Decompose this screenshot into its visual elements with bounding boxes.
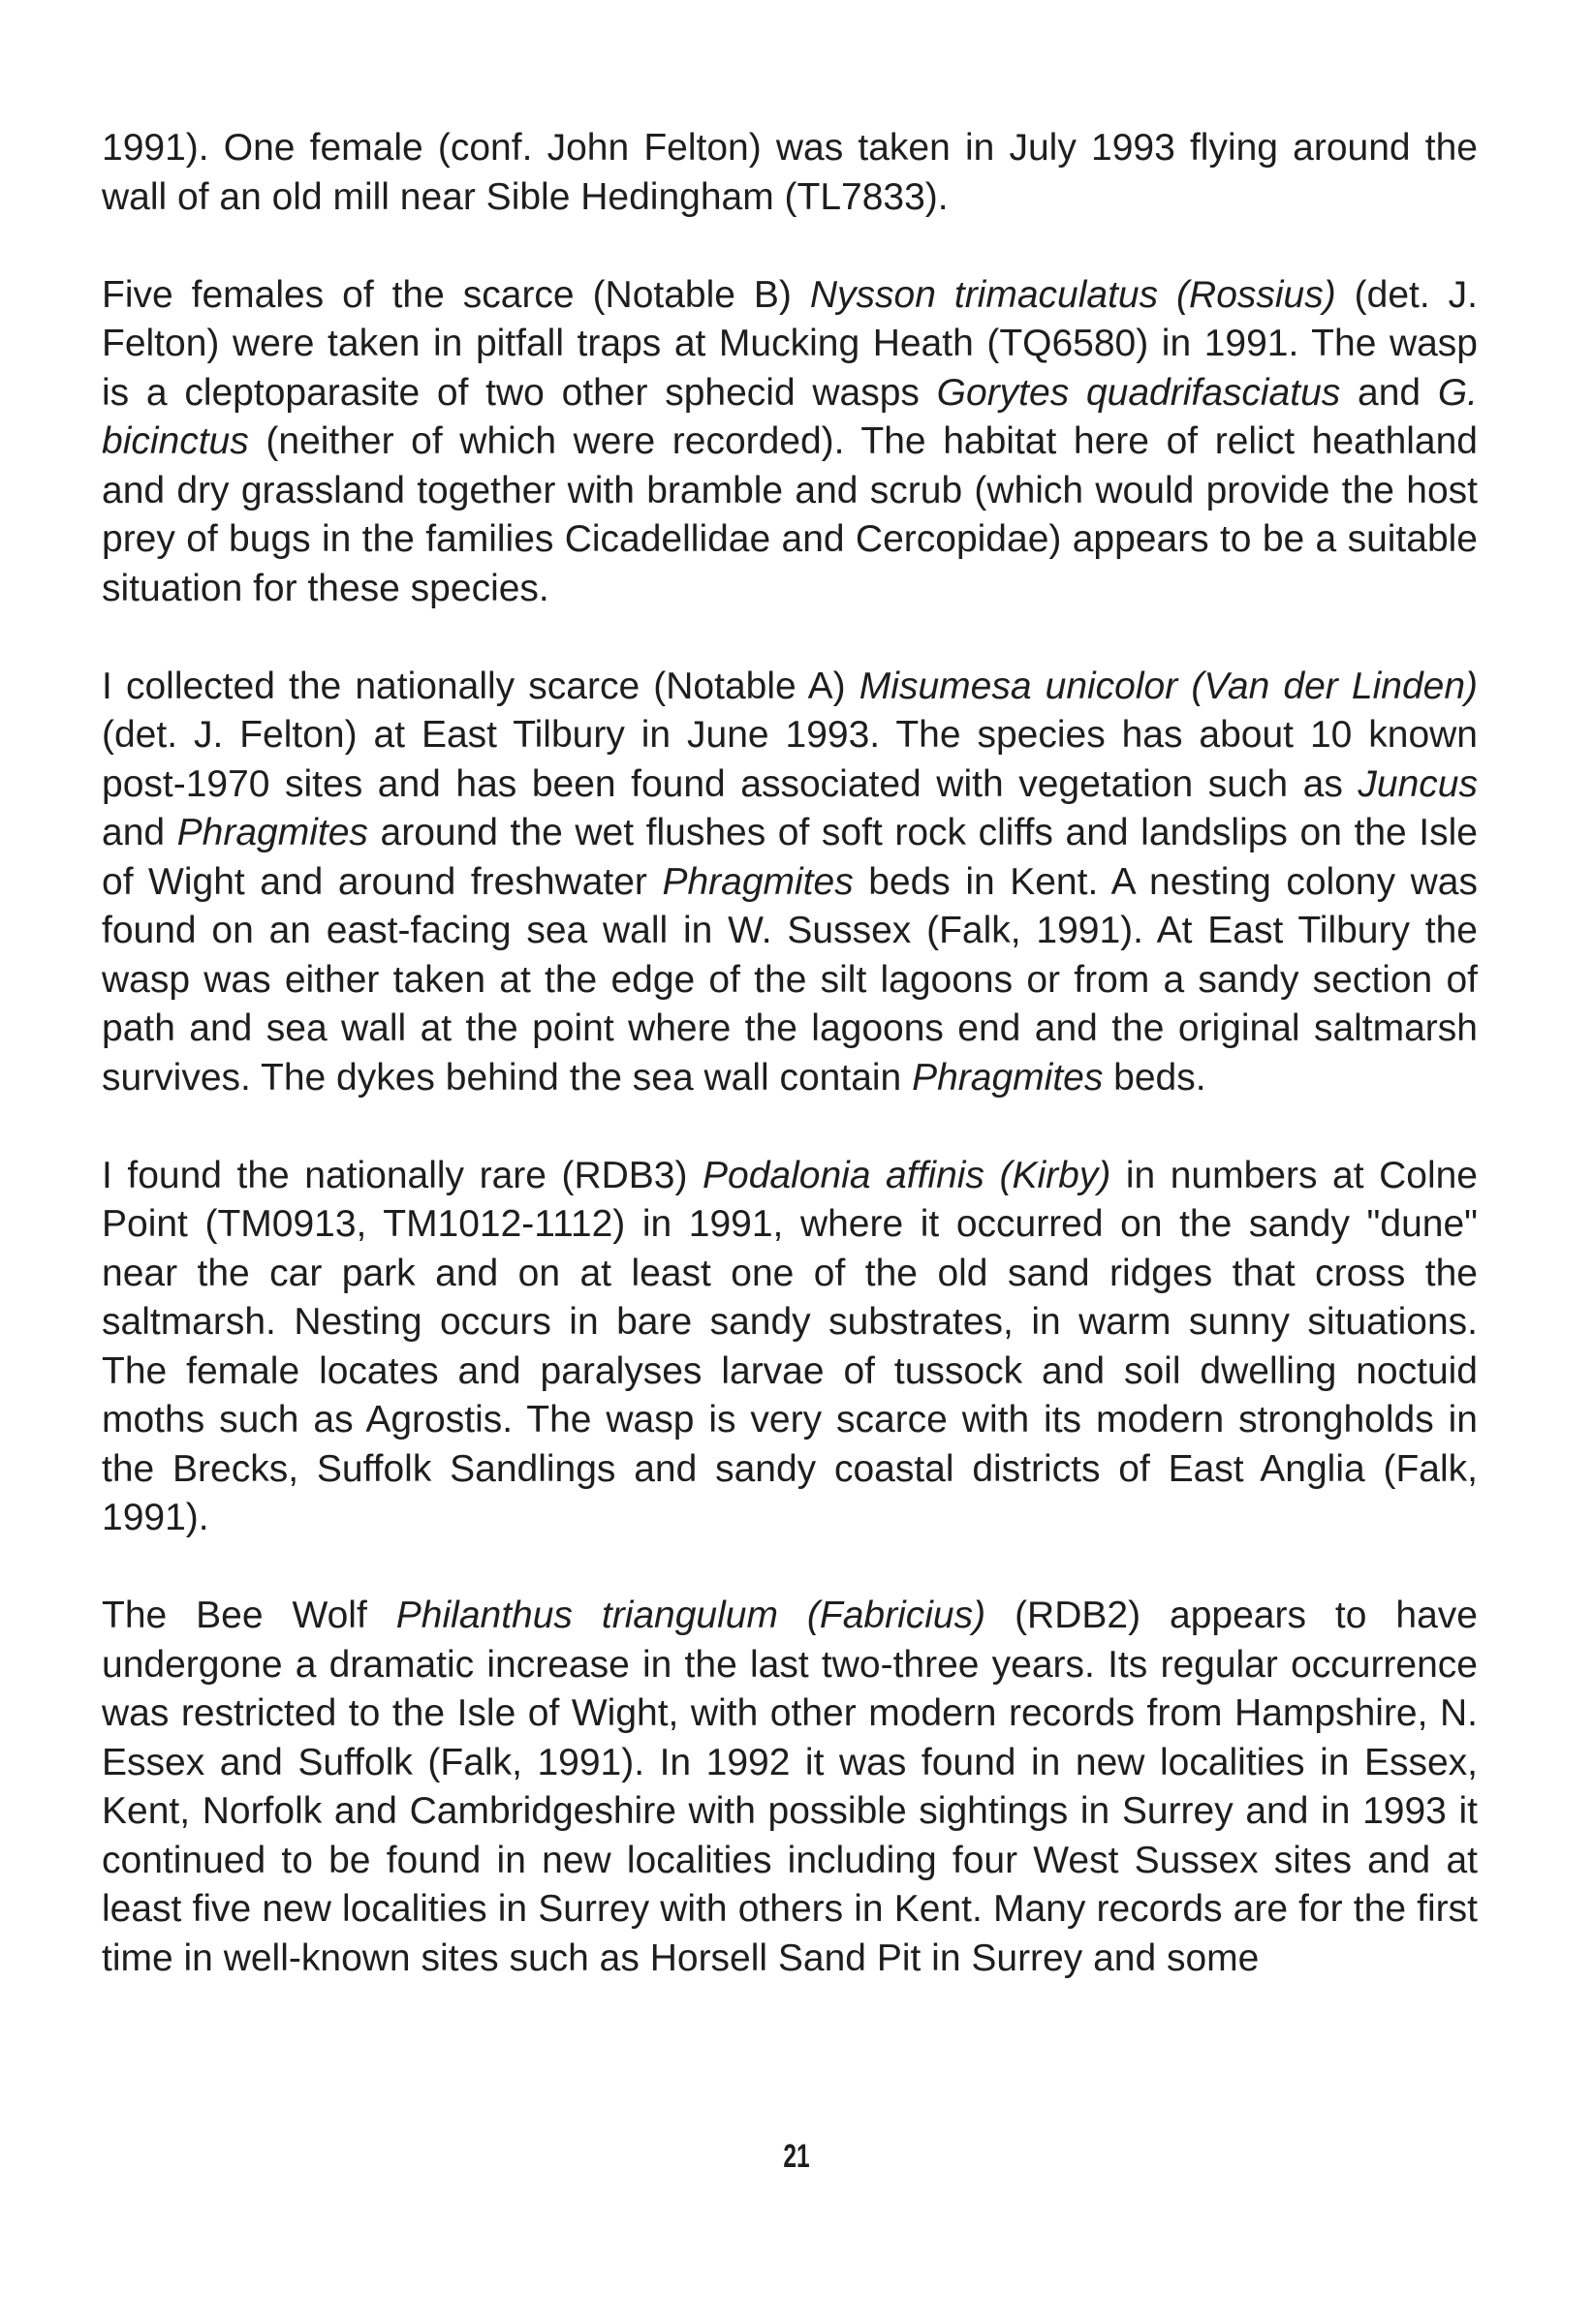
paragraph-text: and bbox=[102, 812, 177, 853]
paragraph-text: 1991). One female (conf. John Felton) was taken in July 1993 flying around the wall of an old mill near Sible Hedingham (TL7833). bbox=[102, 127, 1478, 218]
page-number: 21 bbox=[783, 2138, 810, 2175]
paragraph-1 bbox=[102, 124, 1478, 222]
paragraph-text: in numbers at Colne Point (TM0913, TM1012-1112) in 1991, where it occurred on the sandy "dune" near the car park and on at least one of the old sand ridges that cross the saltmarsh. Nesting occurs in bare sandy substrates, in warm sunny situations. The female locates and paralyses larvae of tussock and soil dwelling noctuid moths such as Agrostis. The wasp is very scarce with its modern strongholds in the Brecks, Suffolk Sandlings and sandy coastal districts of East Anglia (Falk, 1991). bbox=[102, 1154, 1478, 1538]
species-name: Gorytes quadrifasciatus bbox=[936, 371, 1341, 414]
species-name: Podalonia affinis (Kirby) bbox=[703, 1154, 1111, 1196]
paragraph-text: (det. J. Felton) were taken in pitfall traps at Mucking Heath (TQ6580) in 1991. The wasp is a cleptoparasite of two other sphecid wasps bbox=[102, 273, 1478, 414]
paragraph-3 bbox=[102, 663, 1478, 1103]
paragraph-text: (RDB2) appears to have undergone a dramatic increase in the last two-three years. Its regular occurrence was restricted to the Isle of Wight, with other modern records from Hampshire, N. Essex and Suffolk (Falk, 1991). In 1992 it was found in new localities in Essex, Kent, Norfolk and Cambridgeshire with possible sightings in Surrey and in 1993 it continued to be found in new localities including four West Sussex sites and at least five new localities in Surrey with others in Kent. Many records are for the first time in well-known sites such as Horsell Sand Pit in Surrey and some bbox=[102, 1595, 1478, 1979]
paragraph-4 bbox=[102, 1152, 1478, 1543]
genus-name: Juncus bbox=[1358, 762, 1478, 805]
paragraph-text: beds. bbox=[1103, 1056, 1206, 1099]
paragraph-text: I collected the nationally scarce (Notable A) bbox=[102, 665, 859, 707]
paragraph-text: beds in Kent. A nesting colony was found on an east-facing sea wall in W. Sussex (Falk, 1991). At East Tilbury the wasp was either taken at the edge of the silt lagoons or from a sandy section of path and sea wall at the point where the lagoons end and the original saltmarsh survives. The dykes behind the sea wall contain bbox=[102, 860, 1478, 1099]
genus-name: Phragmites bbox=[176, 812, 368, 853]
paragraph-5 bbox=[102, 1592, 1478, 1983]
species-name: Nysson trimaculatus (Rossius) bbox=[809, 273, 1336, 316]
species-name: Misumesa unicolor (Van der Linden) bbox=[859, 665, 1479, 707]
species-name: Philanthus triangulum (Fabricius) bbox=[395, 1595, 986, 1636]
paragraph-text: (neither of which were recorded). The habitat here of relict heathland and dry grassland together with bramble and scrub (which would provide the host prey of bugs in the families Cicadellidae and Cercopidae) appears to be a suitable situation for these species. bbox=[102, 420, 1478, 609]
paragraph-2 bbox=[102, 271, 1478, 614]
paragraph-text: The Bee Wolf bbox=[102, 1595, 396, 1636]
document-body bbox=[102, 124, 1478, 2032]
paragraph-text: around the wet flushes of soft rock cliffs and landslips on the Isle of Wight and around freshwater bbox=[102, 812, 1478, 903]
paragraph-text: Five females of the scarce (Notable B) bbox=[102, 273, 810, 316]
genus-name: Phragmites bbox=[662, 860, 854, 903]
paragraph-text: and bbox=[1340, 371, 1438, 414]
paragraph-text: I found the nationally rare (RDB3) bbox=[102, 1154, 703, 1196]
paragraph-text: (det. J. Felton) at East Tilbury in June 1993. The species has about 10 known post-1970 sites and has been found associated with vegetation such as bbox=[102, 714, 1478, 805]
genus-name: Phragmites bbox=[912, 1056, 1104, 1099]
species-name: G. bicinctus bbox=[102, 371, 1479, 462]
